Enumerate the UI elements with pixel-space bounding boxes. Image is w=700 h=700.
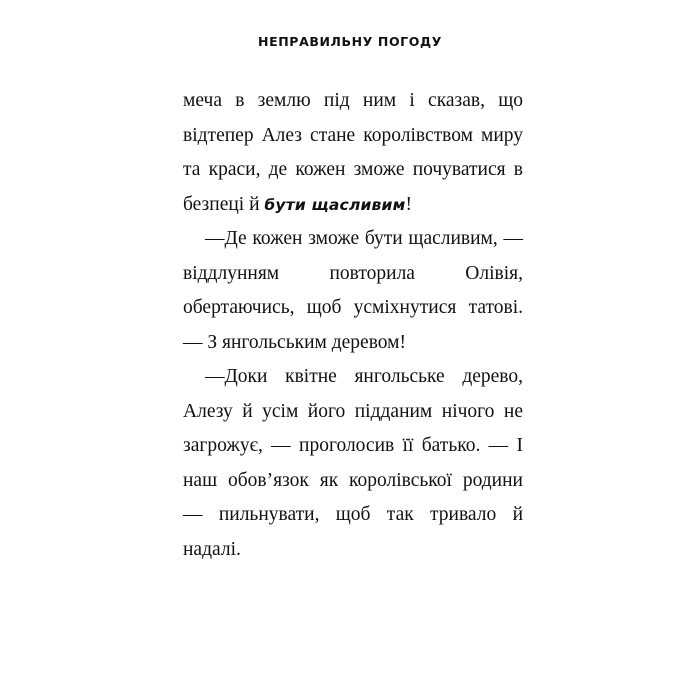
emphasized-phrase: бути щасливим <box>264 195 406 214</box>
paragraph-1-text: меча в землю під ним і сказав, що відтепер Алез стане королівством миру та краси, де кожен зможе почуватися в безпеці й <box>183 90 523 215</box>
running-head: НЕПРАВИЛЬНУ ПОГОДУ <box>258 34 442 49</box>
paragraph-1-end: ! <box>405 193 412 215</box>
paragraph-3: —Доки квітне янгольське дерево, Алезу й усім його підданим нічого не загрожує, — проголосив її батько. — І наш обов’язок як королівської родини — пильнувати, щоб так тривало й надалі. <box>183 366 523 560</box>
body-text <box>183 84 523 567</box>
paragraph-1 <box>183 84 523 222</box>
paragraph-2: —Де кожен зможе бути щасливим, — віддлунням повторила Олівія, обертаючись, щоб усміхнутися татові. — З янгольським деревом! <box>183 228 523 353</box>
